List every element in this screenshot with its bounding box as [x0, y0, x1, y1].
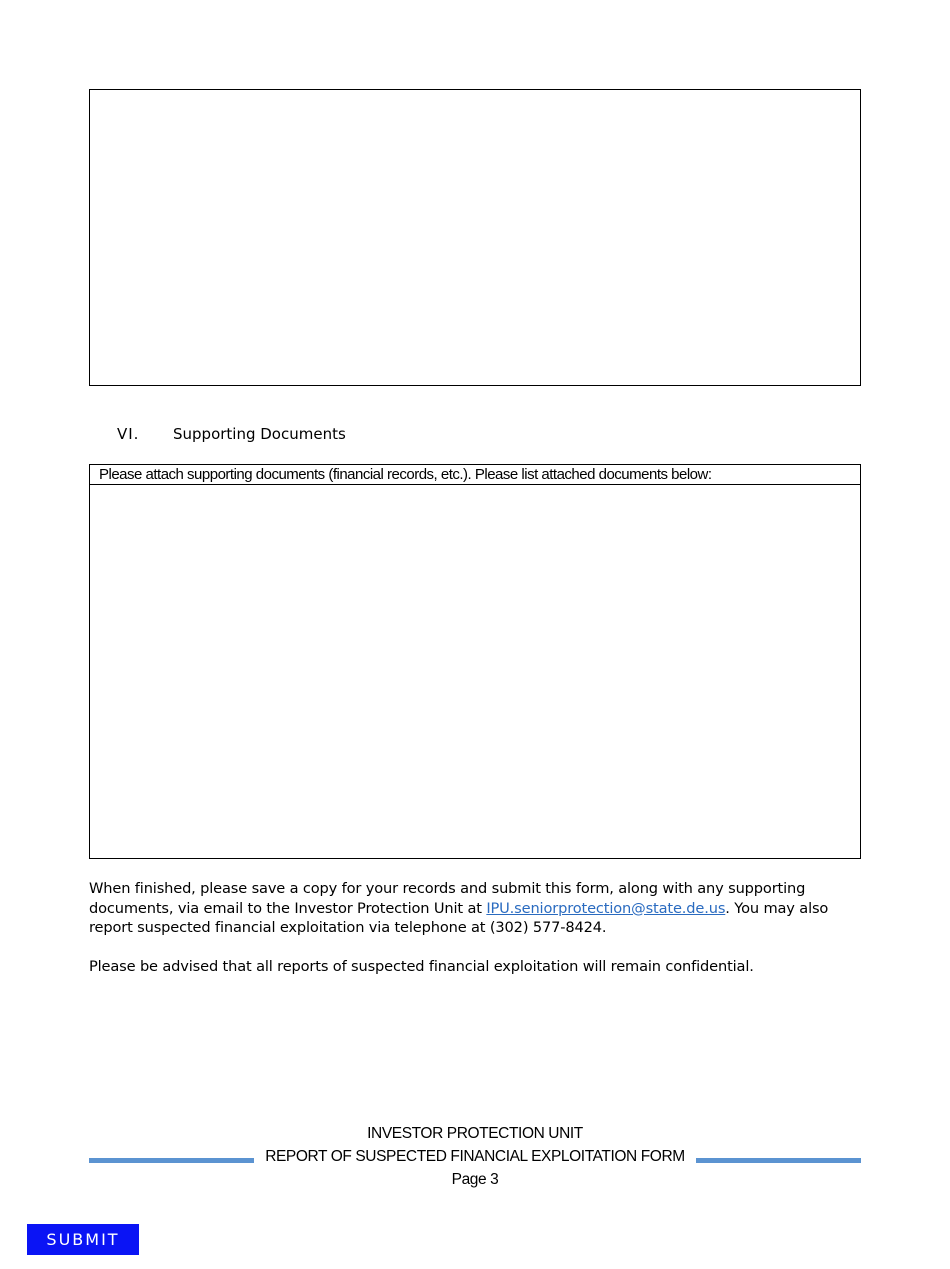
footer-form-title: REPORT OF SUSPECTED FINANCIAL EXPLOITATION FORM	[265, 1148, 685, 1165]
narrative-text-box[interactable]	[89, 89, 861, 386]
confidentiality-notice: Please be advised that all reports of suspected financial exploitation will remain confidential.	[89, 958, 754, 975]
footer-rule-right	[696, 1158, 861, 1163]
documents-list-box[interactable]	[89, 484, 861, 859]
instructions-text-end: . You may also report suspected financial exploitation via telephone at (302) 577-8424.	[89, 899, 829, 937]
section-heading	[117, 425, 346, 443]
submission-instructions	[89, 879, 861, 938]
documents-instruction: Please attach supporting documents (financial records, etc.). Please list attached documents below:	[89, 464, 861, 485]
email-link[interactable]: IPU.seniorprotection@state.de.us	[486, 899, 726, 917]
instructions-text-start: When finished, please save a copy for your records and submit this form, along with any supporting documents, via email to the Investor Protection Unit at	[89, 880, 806, 917]
footer-unit: INVESTOR PROTECTION UNIT	[367, 1125, 583, 1142]
footer-page-number: Page 3	[451, 1171, 499, 1188]
section-title: Supporting Documents	[173, 425, 346, 443]
submit-button[interactable]: SUBMIT	[27, 1224, 139, 1255]
section-number: VI.	[117, 425, 140, 443]
